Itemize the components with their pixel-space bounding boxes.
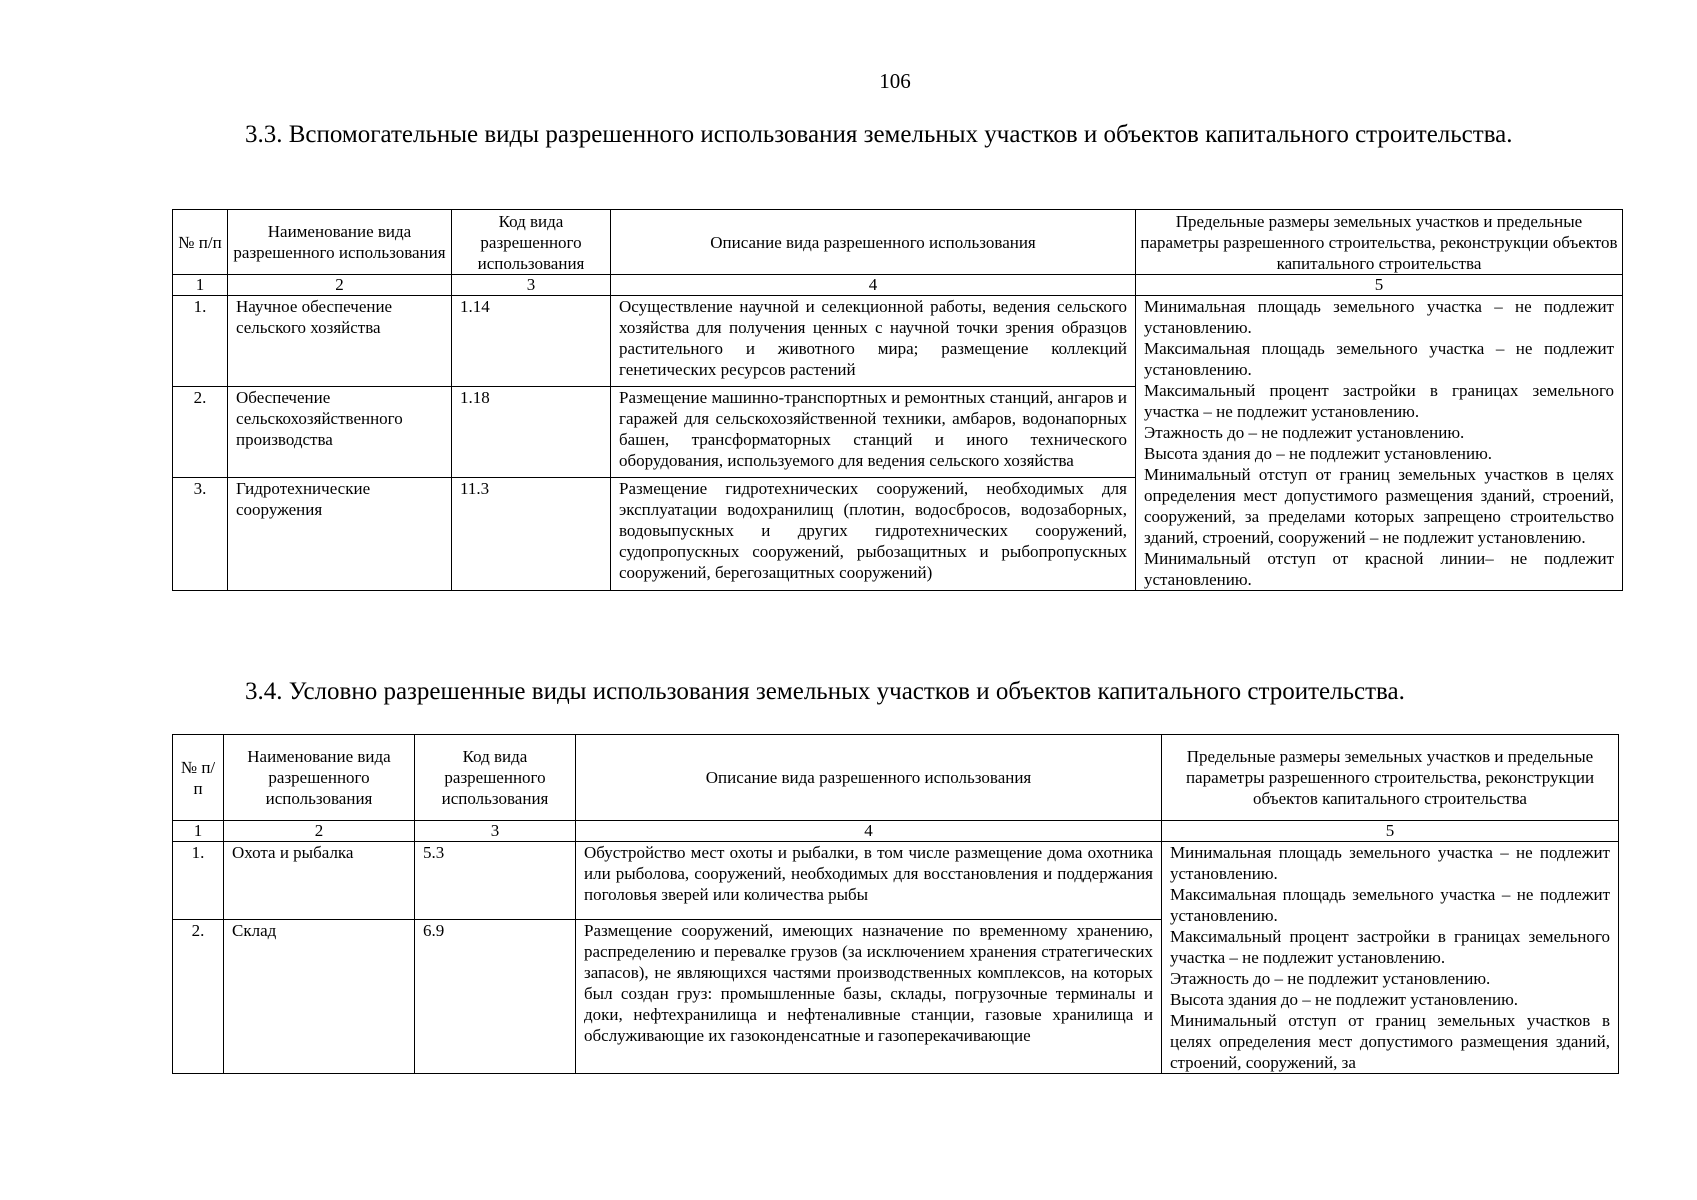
limit-text: Высота здания до – не подлежит установлению. (1170, 990, 1519, 1009)
header-description: Описание вида разрешенного использования (611, 210, 1136, 275)
section-3-4-heading: 3.4. Условно разрешенные виды использования земельных участков и объектов капитального строительства. (245, 678, 1405, 705)
limits-cell (1136, 296, 1623, 591)
row-description: Размещение сооружений, имеющих назначение по временному хранению, распределению и перевалке грузов (за исключением хранения стратегических запасов), не являющихся частями производственных комплексов, на которых был создан груз: промышленные базы, склады, погрузочные терминалы и доки, нефтехранилища и нефтеналивные станции, газовые хранилища и обслуживающие их газоконденсатные и газоперекачивающие (576, 919, 1162, 1073)
row-name: Охота и рыбалка (224, 842, 415, 920)
table-row (173, 842, 1619, 920)
column-number-row (173, 275, 1623, 296)
row-code: 1.18 (452, 386, 611, 477)
header-number: № п/п (173, 735, 224, 821)
limit-text: Высота здания до – не подлежит установлению. (1144, 444, 1493, 463)
row-name: Обеспечение сельскохозяйственного производства (228, 386, 452, 477)
column-number: 5 (1136, 275, 1623, 296)
row-description: Размещение гидротехнических сооружений, необходимых для эксплуатации водохранилищ (плотин, водосбросов, водозаборных, водовыпускных и других гидротехнических сооружений, судопропускных сооружений, рыбозащитных и рыбопропускных сооружений, берегозащитных сооружений) (611, 477, 1136, 590)
row-name: Гидротехнические сооружения (228, 477, 452, 590)
limit-text: Минимальный отступ от красной линии– не подлежит установлению. (1144, 549, 1614, 589)
table-header-row (173, 210, 1623, 275)
row-name: Склад (224, 919, 415, 1073)
header-limits: Предельные размеры земельных участков и предельные параметры разрешенного строительства, реконструкции объектов капитального строительства (1162, 735, 1619, 821)
limit-text: Максимальная площадь земельного участка – не подлежит установлению. (1170, 885, 1610, 925)
row-number: 2. (173, 386, 228, 477)
row-description: Размещение машинно-транспортных и ремонтных станций, ангаров и гаражей для сельскохозяйственной техники, амбаров, водонапорных башен, трансформаторных станций и иного технического оборудования, используемого для ведения сельского хозяйства (611, 386, 1136, 477)
row-number: 2. (173, 919, 224, 1073)
column-number: 5 (1162, 821, 1619, 842)
column-number-row (173, 821, 1619, 842)
column-number: 3 (452, 275, 611, 296)
column-number: 3 (415, 821, 576, 842)
header-description: Описание вида разрешенного использования (576, 735, 1162, 821)
row-description: Обустройство мест охоты и рыбалки, в том числе размещение дома охотника или рыболова, сооружений, необходимых для восстановления и поддержания поголовья зверей или количества рыбы (576, 842, 1162, 920)
header-number: № п/п (173, 210, 228, 275)
limit-text: Максимальная площадь земельного участка – не подлежит установлению. (1144, 339, 1614, 379)
page-number: 106 (879, 69, 911, 93)
limit-text: Этажность до – не подлежит установлению. (1170, 969, 1491, 988)
header-name: Наименование вида разрешенного использования (228, 210, 452, 275)
limit-text: Максимальный процент застройки в границах земельного участка – не подлежит установлению. (1144, 381, 1614, 421)
row-description: Осуществление научной и селекционной работы, ведения сельского хозяйства для получения ценных с научной точки зрения образцов растительного и животного мира; размещение коллекций генетических ресурсов растений (611, 296, 1136, 387)
section-3-3-heading: 3.3. Вспомогательные виды разрешенного использования земельных участков и объектов капитального строительства. (245, 121, 1513, 148)
table-3-3 (172, 209, 1623, 591)
header-limits: Предельные размеры земельных участков и предельные параметры разрешенного строительства, реконструкции объектов капитального строительства (1136, 210, 1623, 275)
limits-cell (1162, 842, 1619, 1074)
limit-text: Минимальная площадь земельного участка – не подлежит установлению. (1170, 843, 1610, 883)
column-number: 2 (228, 275, 452, 296)
header-code: Код вида разрешенного использования (452, 210, 611, 275)
table-3-4 (172, 734, 1619, 1074)
row-name: Научное обеспечение сельского хозяйства (228, 296, 452, 387)
header-code: Код вида разрешенного использования (415, 735, 576, 821)
limit-text: Максимальный процент застройки в границах земельного участка – не подлежит установлению. (1170, 927, 1610, 967)
column-number: 1 (173, 821, 224, 842)
limit-text: Этажность до – не подлежит установлению. (1144, 423, 1465, 442)
row-number: 1. (173, 842, 224, 920)
row-code: 1.14 (452, 296, 611, 387)
row-number: 3. (173, 477, 228, 590)
header-name: Наименование вида разрешенного использования (224, 735, 415, 821)
table-row (173, 296, 1623, 387)
limit-text: Минимальная площадь земельного участка – не подлежит установлению. (1144, 297, 1614, 337)
row-number: 1. (173, 296, 228, 387)
column-number: 4 (611, 275, 1136, 296)
row-code: 5.3 (415, 842, 576, 920)
column-number: 2 (224, 821, 415, 842)
column-number: 1 (173, 275, 228, 296)
limit-text: Минимальный отступ от границ земельных участков в целях определения мест допустимого размещения зданий, строений, сооружений, за (1170, 1011, 1610, 1072)
row-code: 6.9 (415, 919, 576, 1073)
limit-text: Минимальный отступ от границ земельных участков в целях определения мест допустимого размещения зданий, строений, сооружений, за пределами которых запрещено строительство зданий, строений, сооружений – не подлежит установлению. (1144, 465, 1614, 547)
row-code: 11.3 (452, 477, 611, 590)
table-header-row (173, 735, 1619, 821)
column-number: 4 (576, 821, 1162, 842)
